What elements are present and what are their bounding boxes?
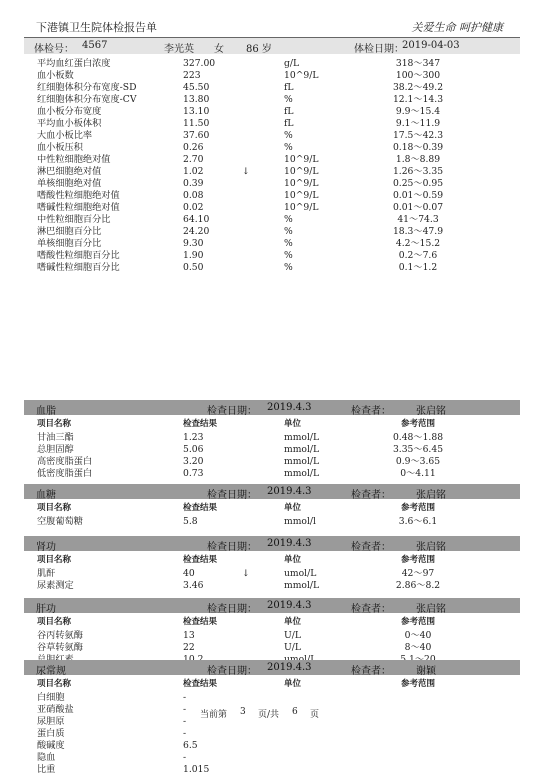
reference-range: 0～40 bbox=[404, 630, 432, 641]
section-exam-date: 2019.4.3 bbox=[267, 402, 312, 413]
footer-separator: 页/共 bbox=[258, 710, 280, 720]
column-header-result: 检查结果 bbox=[183, 555, 218, 565]
column-header-unit: 单位 bbox=[284, 679, 302, 689]
section-name: 血脂 bbox=[36, 406, 56, 417]
column-header-name: 项目名称 bbox=[37, 503, 72, 513]
item-value: - bbox=[183, 728, 187, 739]
item-unit: mmol/L bbox=[284, 444, 320, 455]
item-name: 比重 bbox=[37, 764, 56, 775]
table-row bbox=[37, 226, 517, 238]
item-name: 酸碱度 bbox=[37, 740, 65, 751]
table-row bbox=[37, 190, 517, 202]
item-unit: fL bbox=[284, 82, 294, 93]
footer-total-pages: 6 bbox=[292, 707, 298, 717]
item-value: 1.02 bbox=[183, 166, 204, 177]
item-value: 6.5 bbox=[183, 740, 198, 751]
item-value: - bbox=[183, 704, 187, 715]
reference-range: 0～4.11 bbox=[400, 468, 436, 479]
table-row bbox=[37, 516, 517, 528]
item-name: 空腹葡萄糖 bbox=[37, 516, 83, 527]
item-unit: 10^9/L bbox=[284, 70, 319, 81]
column-header-ref: 参考范围 bbox=[400, 555, 435, 565]
table-row bbox=[37, 740, 517, 752]
item-unit: mmol/L bbox=[284, 432, 320, 443]
reference-range: 18.3～47.9 bbox=[392, 226, 444, 237]
item-name: 单核细胞百分比 bbox=[37, 238, 102, 249]
item-name: 甘油三酯 bbox=[37, 432, 74, 443]
item-unit: 10^9/L bbox=[284, 190, 319, 201]
reference-range: 0.48～1.88 bbox=[392, 432, 444, 443]
column-headers bbox=[37, 678, 517, 690]
item-value: 2.70 bbox=[183, 154, 204, 165]
item-value: 13 bbox=[183, 630, 195, 641]
table-row bbox=[37, 154, 517, 166]
item-unit: 10^9/L bbox=[284, 166, 319, 177]
examiner-name: 张启铭 bbox=[416, 604, 446, 615]
reference-range: 38.2～49.2 bbox=[392, 82, 444, 93]
item-name: 淋巴细胞绝对值 bbox=[37, 166, 102, 177]
item-value: 64.10 bbox=[183, 214, 210, 225]
table-row bbox=[37, 118, 517, 130]
item-value: 1.90 bbox=[183, 250, 204, 261]
item-value: 5.8 bbox=[183, 516, 198, 527]
item-value: 3.46 bbox=[183, 580, 204, 591]
report-header bbox=[24, 12, 519, 38]
column-headers bbox=[37, 554, 517, 566]
item-name: 血小板压积 bbox=[37, 142, 83, 153]
table-row bbox=[37, 568, 517, 580]
abnormal-flag: ↓ bbox=[242, 166, 250, 177]
table-row bbox=[37, 166, 517, 178]
item-name: 单核细胞绝对值 bbox=[37, 178, 102, 189]
item-unit: fL bbox=[284, 118, 294, 129]
patient-info-bar bbox=[24, 38, 520, 54]
item-value: 5.06 bbox=[183, 444, 204, 455]
reference-range: 2.86～8.2 bbox=[395, 580, 441, 591]
examiner-name: 张启铭 bbox=[416, 406, 446, 417]
column-header-result: 检查结果 bbox=[183, 419, 218, 429]
item-name: 肌酐 bbox=[37, 568, 56, 579]
item-name: 红细胞体积分布宽度-SD bbox=[37, 82, 137, 93]
item-unit: 10^9/L bbox=[284, 202, 319, 213]
item-unit: % bbox=[284, 250, 293, 261]
reference-range: 0.25～0.95 bbox=[392, 178, 444, 189]
reference-range: 1.8～8.89 bbox=[395, 154, 441, 165]
report-title: 下港镇卫生院体检报告单 bbox=[36, 21, 157, 34]
item-value: 0.39 bbox=[183, 178, 204, 189]
exam-date-label: 检查日期： bbox=[207, 406, 257, 417]
item-name: 嗜酸性粒细胞绝对值 bbox=[37, 190, 120, 201]
column-header-unit: 单位 bbox=[284, 617, 302, 627]
table-row bbox=[37, 580, 517, 592]
exam-id-label: 体检号： bbox=[34, 44, 74, 55]
table-row bbox=[37, 630, 517, 642]
reference-range: 0.18～0.39 bbox=[392, 142, 444, 153]
section-header bbox=[24, 400, 520, 415]
report-slogan: 关爱生命 呵护健康 bbox=[411, 21, 503, 34]
table-row bbox=[37, 106, 517, 118]
exam-date: 2019-04-03 bbox=[402, 40, 460, 51]
item-name: 血小板分布宽度 bbox=[37, 106, 102, 117]
item-name: 平均血小板体积 bbox=[37, 118, 102, 129]
examiner-name: 张启铭 bbox=[416, 542, 446, 553]
table-row bbox=[37, 432, 517, 444]
section-exam-date: 2019.4.3 bbox=[267, 600, 312, 611]
item-value: 22 bbox=[183, 642, 195, 653]
table-row bbox=[37, 202, 517, 214]
section-header bbox=[24, 598, 520, 613]
exam-date-label: 检查日期： bbox=[207, 490, 257, 501]
item-name: 总胆固醇 bbox=[37, 444, 74, 455]
table-row bbox=[37, 692, 517, 704]
exam-date-label: 检查日期： bbox=[207, 604, 257, 615]
column-header-ref: 参考范围 bbox=[400, 679, 435, 689]
reference-range: 9.1～11.9 bbox=[395, 118, 441, 129]
column-header-unit: 单位 bbox=[284, 503, 302, 513]
examiner-label: 检查者： bbox=[351, 604, 391, 615]
table-row bbox=[37, 94, 517, 106]
item-value: 9.30 bbox=[183, 238, 204, 249]
item-unit: mmol/L bbox=[284, 580, 320, 591]
table-row bbox=[37, 130, 517, 142]
item-value: 1.015 bbox=[183, 764, 210, 775]
patient-age: 86 岁 bbox=[246, 44, 272, 55]
item-value: 0.02 bbox=[183, 202, 204, 213]
column-header-ref: 参考范围 bbox=[400, 617, 435, 627]
table-row bbox=[37, 468, 517, 480]
table-row bbox=[37, 142, 517, 154]
reference-range: 100～300 bbox=[395, 70, 441, 81]
item-value: 327.00 bbox=[183, 58, 216, 69]
section-header bbox=[24, 660, 520, 675]
patient-name: 李光英 bbox=[164, 44, 194, 55]
item-value: 45.50 bbox=[183, 82, 210, 93]
item-value: 0.26 bbox=[183, 142, 204, 153]
examiner-label: 检查者： bbox=[351, 490, 391, 501]
item-value: - bbox=[183, 692, 187, 703]
item-name: 中性粒细胞百分比 bbox=[37, 214, 111, 225]
item-unit: % bbox=[284, 238, 293, 249]
item-name: 大血小板比率 bbox=[37, 130, 93, 141]
item-value: 24.20 bbox=[183, 226, 210, 237]
reference-range: 3.6～6.1 bbox=[398, 516, 438, 527]
item-value: 0.73 bbox=[183, 468, 204, 479]
column-header-result: 检查结果 bbox=[183, 679, 218, 689]
item-value: 13.10 bbox=[183, 106, 210, 117]
item-unit: 10^9/L bbox=[284, 154, 319, 165]
reference-range: 0.2～7.6 bbox=[398, 250, 438, 261]
column-header-name: 项目名称 bbox=[37, 679, 72, 689]
section-name: 肾功 bbox=[36, 542, 56, 553]
item-unit: g/L bbox=[284, 58, 300, 69]
item-value: 223 bbox=[183, 70, 201, 81]
examiner-label: 检查者： bbox=[351, 542, 391, 553]
footer-page-unit: 页 bbox=[310, 710, 320, 720]
reference-range: 0.1～1.2 bbox=[398, 262, 438, 273]
footer-current-label: 当前第 bbox=[200, 710, 228, 720]
item-unit: % bbox=[284, 214, 293, 225]
column-header-unit: 单位 bbox=[284, 555, 302, 565]
table-row bbox=[37, 262, 517, 274]
item-name: 中性粒细胞绝对值 bbox=[37, 154, 111, 165]
table-row bbox=[37, 444, 517, 456]
table-row bbox=[37, 642, 517, 654]
item-value: 0.50 bbox=[183, 262, 204, 273]
section-exam-date: 2019.4.3 bbox=[267, 662, 312, 673]
item-name: 嗜碱性粒细胞百分比 bbox=[37, 262, 120, 273]
column-header-name: 项目名称 bbox=[37, 617, 72, 627]
reference-range: 12.1～14.3 bbox=[392, 94, 444, 105]
item-name: 尿胆原 bbox=[37, 716, 65, 727]
examiner-name: 张启铭 bbox=[416, 490, 446, 501]
table-row bbox=[37, 764, 517, 776]
item-unit: U/L bbox=[284, 630, 301, 641]
table-row bbox=[37, 752, 517, 764]
table-row bbox=[37, 58, 517, 70]
section-name: 血糖 bbox=[36, 490, 56, 501]
item-unit: mmol/l bbox=[284, 516, 316, 527]
table-row bbox=[37, 82, 517, 94]
column-header-name: 项目名称 bbox=[37, 555, 72, 565]
reference-range: 3.35～6.45 bbox=[392, 444, 444, 455]
item-unit: fL bbox=[284, 106, 294, 117]
column-headers bbox=[37, 418, 517, 430]
reference-range: 0.01～0.59 bbox=[392, 190, 444, 201]
reference-range: 1.26～3.35 bbox=[392, 166, 444, 177]
item-unit: mmol/L bbox=[284, 468, 320, 479]
reference-range: 4.2～15.2 bbox=[395, 238, 441, 249]
exam-date-label: 体检日期： bbox=[354, 44, 404, 55]
item-name: 隐血 bbox=[37, 752, 56, 763]
item-unit: umol/L bbox=[284, 568, 317, 579]
item-value: 37.60 bbox=[183, 130, 210, 141]
column-header-result: 检查结果 bbox=[183, 617, 218, 627]
section-exam-date: 2019.4.3 bbox=[267, 538, 312, 549]
table-row bbox=[37, 728, 517, 740]
item-name: 平均血红蛋白浓度 bbox=[37, 58, 111, 69]
item-name: 亚硝酸盐 bbox=[37, 704, 74, 715]
item-unit: mmol/L bbox=[284, 456, 320, 467]
item-unit: % bbox=[284, 142, 293, 153]
item-name: 嗜酸性粒细胞百分比 bbox=[37, 250, 120, 261]
section-header bbox=[24, 536, 520, 551]
item-value: - bbox=[183, 716, 187, 727]
item-unit: % bbox=[284, 226, 293, 237]
column-header-ref: 参考范围 bbox=[400, 419, 435, 429]
item-value: 3.20 bbox=[183, 456, 204, 467]
item-name: 蛋白质 bbox=[37, 728, 65, 739]
item-unit: U/L bbox=[284, 642, 301, 653]
reference-range: 8～40 bbox=[404, 642, 432, 653]
column-header-ref: 参考范围 bbox=[400, 503, 435, 513]
item-name: 谷草转氨酶 bbox=[37, 642, 83, 653]
table-row bbox=[37, 214, 517, 226]
item-unit: % bbox=[284, 94, 293, 105]
item-value: 1.23 bbox=[183, 432, 204, 443]
reference-range: 42～97 bbox=[401, 568, 435, 579]
item-name: 低密度脂蛋白 bbox=[37, 468, 93, 479]
item-unit: % bbox=[284, 262, 293, 273]
item-value: - bbox=[183, 752, 187, 763]
column-headers bbox=[37, 616, 517, 628]
section-exam-date: 2019.4.3 bbox=[267, 486, 312, 497]
section-name: 肝功 bbox=[36, 604, 56, 615]
item-name: 嗜碱性粒细胞绝对值 bbox=[37, 202, 120, 213]
examiner-name: 谢颖 bbox=[416, 666, 436, 677]
item-name: 谷丙转氨酶 bbox=[37, 630, 83, 641]
section-header bbox=[24, 484, 520, 499]
column-header-result: 检查结果 bbox=[183, 503, 218, 513]
examiner-label: 检查者： bbox=[351, 406, 391, 417]
item-name: 淋巴细胞百分比 bbox=[37, 226, 102, 237]
item-name: 血小板数 bbox=[37, 70, 74, 81]
examiner-label: 检查者： bbox=[351, 666, 391, 677]
table-row bbox=[37, 456, 517, 468]
patient-sex: 女 bbox=[214, 44, 224, 55]
section-name: 尿常规 bbox=[36, 666, 66, 677]
table-row bbox=[37, 70, 517, 82]
reference-range: 0.9～3.65 bbox=[395, 456, 441, 467]
item-value: 0.08 bbox=[183, 190, 204, 201]
reference-range: 17.5～42.3 bbox=[392, 130, 444, 141]
column-header-name: 项目名称 bbox=[37, 419, 72, 429]
abnormal-flag: ↓ bbox=[242, 568, 250, 579]
footer-current-page: 3 bbox=[240, 707, 246, 717]
item-name: 尿素测定 bbox=[37, 580, 74, 591]
column-header-unit: 单位 bbox=[284, 419, 302, 429]
item-value: 13.80 bbox=[183, 94, 210, 105]
item-unit: 10^9/L bbox=[284, 178, 319, 189]
exam-date-label: 检查日期： bbox=[207, 542, 257, 553]
exam-id: 4567 bbox=[82, 40, 108, 51]
item-unit: % bbox=[284, 130, 293, 141]
reference-range: 41～74.3 bbox=[397, 214, 439, 225]
reference-range: 9.9～15.4 bbox=[395, 106, 441, 117]
exam-date-label: 检查日期： bbox=[207, 666, 257, 677]
item-name: 红细胞体积分布宽度-CV bbox=[37, 94, 137, 105]
reference-range: 0.01～0.07 bbox=[392, 202, 444, 213]
item-name: 白细胞 bbox=[37, 692, 65, 703]
column-headers bbox=[37, 502, 517, 514]
table-row bbox=[37, 250, 517, 262]
item-name: 高密度脂蛋白 bbox=[37, 456, 93, 467]
item-value: 40 bbox=[183, 568, 195, 579]
table-row bbox=[37, 238, 517, 250]
reference-range: 318～347 bbox=[395, 58, 441, 69]
table-row bbox=[37, 178, 517, 190]
item-value: 11.50 bbox=[183, 118, 210, 129]
